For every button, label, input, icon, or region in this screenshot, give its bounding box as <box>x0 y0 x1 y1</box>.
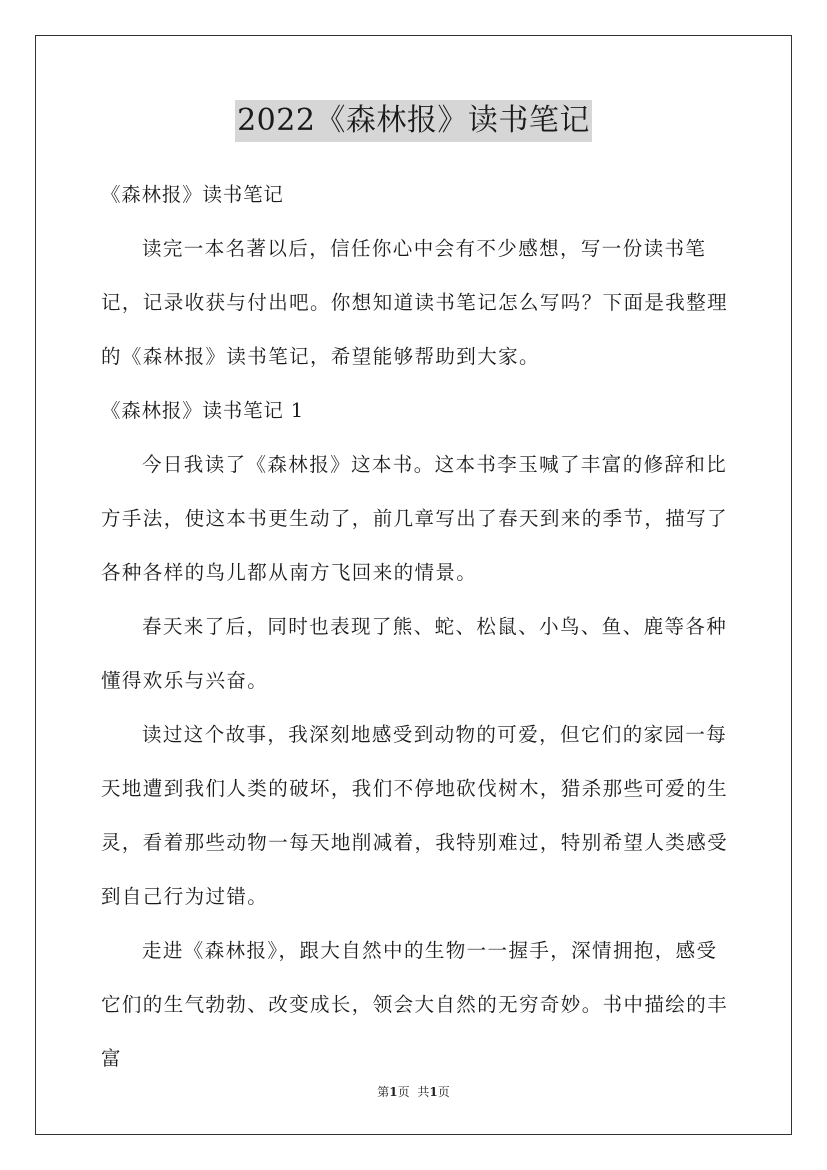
total-pages: 1 <box>429 1085 438 1099</box>
paragraph-body: 今日我读了《森林报》这本书。这本书李玉喊了丰富的修辞和比方手法，使这本书更生动了，前几章写出了春天到来的季节，描写了各种各样的鸟儿都从南方飞回来的情景。 <box>101 453 729 584</box>
paragraph-section-heading: 《森林报》读书笔记 1 <box>101 399 304 422</box>
total-pages-suffix: 页 <box>437 1085 450 1099</box>
page-number-prefix: 第 <box>377 1085 390 1099</box>
document-body <box>101 168 731 1086</box>
paragraph-body: 走进《森林报》，跟大自然中的生物一一握手，深情拥抱，感受它们的生气勃勃、改变成长，领会大自然的无穷奇妙。书中描绘的丰富 <box>101 939 729 1070</box>
paragraph-body: 读过这个故事，我深刻地感受到动物的可爱，但它们的家园一每天地遭到我们人类的破坏，我们不停地砍伐树木，猎杀那些可爱的生灵，看着那些动物一每天地削减着，我特别难过，特别希望人类感受到自己行为过错。 <box>101 723 729 908</box>
total-pages-prefix: 共 <box>417 1085 430 1099</box>
paragraph-body: 春天来了后，同时也表现了熊、蛇、松鼠、小鸟、鱼、鹿等各种懂得欢乐与兴奋。 <box>101 615 728 692</box>
page-number-suffix: 页 <box>397 1085 410 1099</box>
document-title-text: 2022《森林报》读书笔记 <box>235 100 592 142</box>
paragraph-heading: 《森林报》读书笔记 <box>101 183 284 206</box>
page-number: 1 <box>389 1085 398 1099</box>
page-footer <box>0 1083 827 1101</box>
paragraph-intro: 读完一本名著以后，信任你心中会有不少感想，写一份读书笔记，记录收获与付出吧。你想知道读书笔记怎么写吗？下面是我整理的《森林报》读书笔记，希望能够帮助到大家。 <box>101 237 729 368</box>
document-title <box>0 100 827 142</box>
